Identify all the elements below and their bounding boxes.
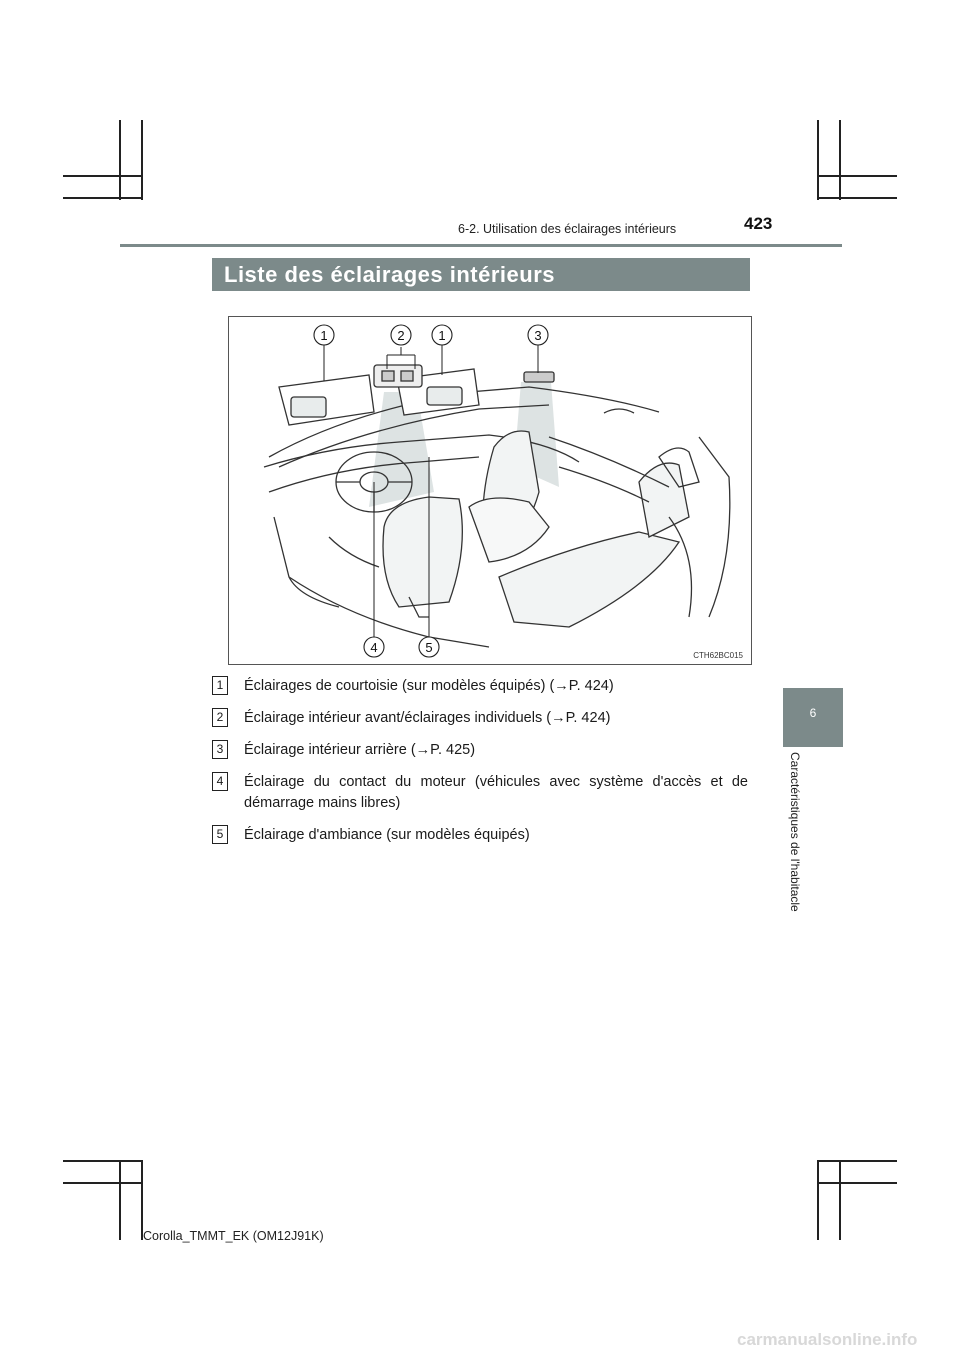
header-divider bbox=[120, 244, 842, 247]
crop-mark bbox=[817, 1182, 897, 1184]
legend-text: Éclairage du contact du moteur (véhicules avec système d'accès et de démarrage mains libres) bbox=[244, 774, 748, 811]
car-interior-drawing bbox=[229, 317, 751, 664]
crop-mark bbox=[817, 1160, 897, 1162]
legend-number: 4 bbox=[212, 772, 228, 791]
crop-mark bbox=[141, 120, 143, 200]
chapter-tab bbox=[783, 688, 843, 747]
crop-mark bbox=[63, 197, 143, 199]
crop-mark bbox=[839, 120, 841, 200]
legend-item bbox=[212, 825, 748, 846]
legend-text: Éclairages de courtoisie (sur modèles équipés) (→P. 424) bbox=[244, 678, 614, 694]
legend-item bbox=[212, 772, 748, 814]
legend-item bbox=[212, 676, 748, 697]
callout-1-left: 1 bbox=[320, 328, 328, 343]
legend-number: 3 bbox=[212, 740, 228, 759]
callout-4: 4 bbox=[370, 640, 378, 655]
callout-1-right: 1 bbox=[438, 328, 446, 343]
section-title: Liste des éclairages intérieurs bbox=[224, 262, 555, 287]
interior-lights-illustration bbox=[228, 316, 752, 665]
callout-2: 2 bbox=[397, 328, 405, 343]
chapter-label: Caractéristiques de l'habitacle bbox=[788, 752, 802, 912]
legend-list bbox=[212, 676, 748, 857]
crop-mark bbox=[63, 1160, 143, 1162]
legend-text: Éclairage d'ambiance (sur modèles équipés) bbox=[244, 827, 530, 843]
chapter-number: 6 bbox=[809, 706, 817, 720]
legend-number: 5 bbox=[212, 825, 228, 844]
crop-mark bbox=[817, 175, 897, 177]
crop-mark bbox=[63, 1182, 143, 1184]
crop-mark bbox=[817, 120, 819, 200]
callout-5: 5 bbox=[425, 640, 433, 655]
crop-mark bbox=[119, 1160, 121, 1240]
crop-mark bbox=[817, 1160, 819, 1240]
crop-mark bbox=[839, 1160, 841, 1240]
crop-mark bbox=[119, 120, 121, 200]
legend-item bbox=[212, 708, 748, 729]
legend-text: Éclairage intérieur avant/éclairages individuels (→P. 424) bbox=[244, 710, 611, 726]
section-header: 6-2. Utilisation des éclairages intérieurs bbox=[458, 222, 677, 236]
crop-mark bbox=[817, 197, 897, 199]
legend-item bbox=[212, 740, 748, 761]
figure-code: CTH62BC015 bbox=[693, 651, 743, 660]
page-number: 423 bbox=[744, 214, 773, 233]
legend-number: 1 bbox=[212, 676, 228, 695]
callout-3: 3 bbox=[534, 328, 542, 343]
crop-mark bbox=[141, 1160, 143, 1240]
watermark: carmanualsonline.info bbox=[737, 1330, 918, 1349]
crop-mark bbox=[63, 175, 143, 177]
document-footer: Corolla_TMMT_EK (OM12J91K) bbox=[143, 1229, 324, 1243]
legend-number: 2 bbox=[212, 708, 228, 727]
legend-text: Éclairage intérieur arrière (→P. 425) bbox=[244, 742, 476, 758]
section-title-bar bbox=[212, 258, 750, 291]
